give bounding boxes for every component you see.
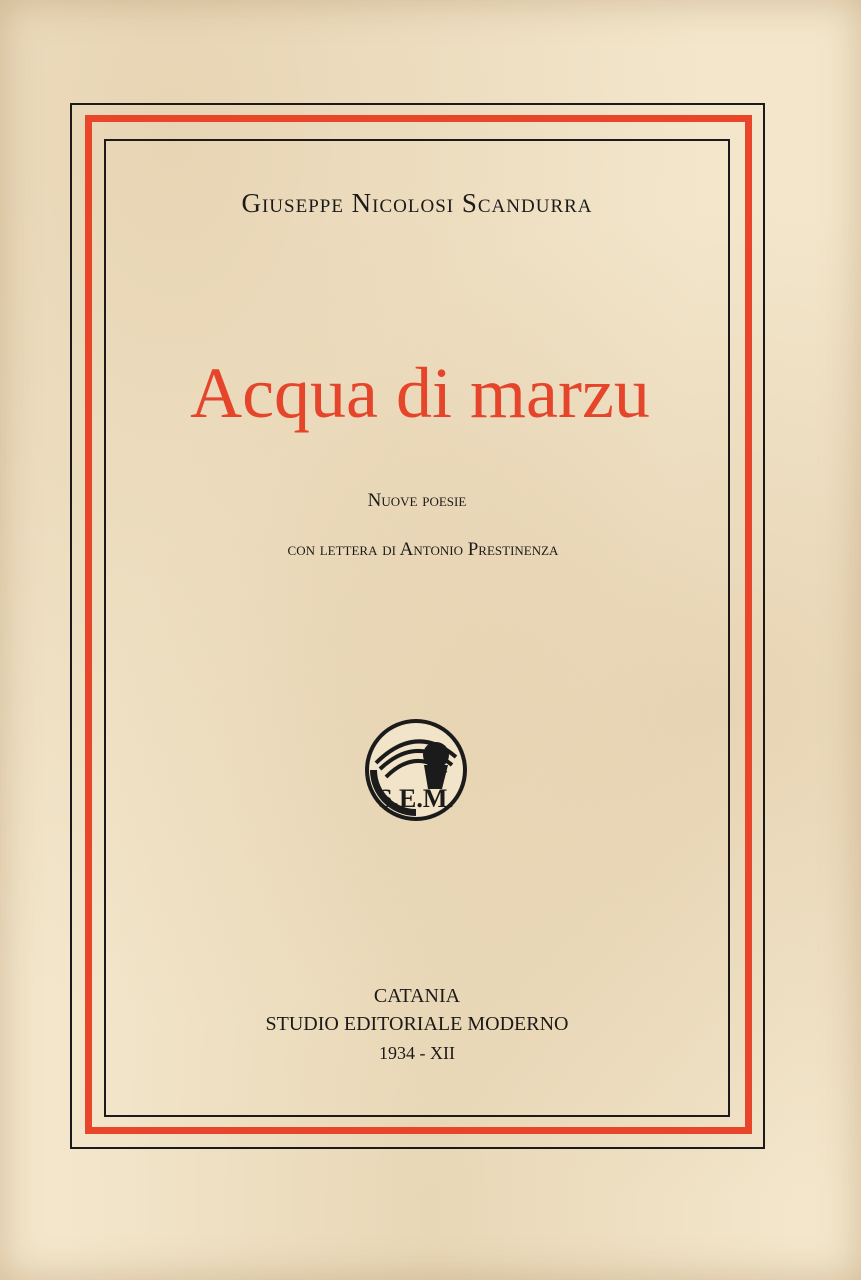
publication-year: 1934 - XII bbox=[379, 1043, 455, 1063]
logo-monogram: S.E.M. bbox=[378, 784, 454, 813]
red-frame bbox=[85, 115, 752, 1134]
inner-black-frame bbox=[104, 139, 730, 1117]
outer-black-frame bbox=[70, 103, 765, 1149]
sem-publisher-emblem-icon bbox=[362, 717, 470, 823]
publisher-name: STUDIO EDITORIALE MODERNO bbox=[265, 1013, 569, 1035]
book-subtitle: Nuove poesie bbox=[367, 490, 467, 511]
letter-credit: con lettera di Antonio Prestinenza bbox=[287, 539, 559, 560]
author-name: Giuseppe Nicolosi Scandurra bbox=[241, 188, 593, 218]
publication-city: CATANIA bbox=[373, 985, 461, 1007]
book-title: Acqua di marzu bbox=[190, 353, 650, 433]
